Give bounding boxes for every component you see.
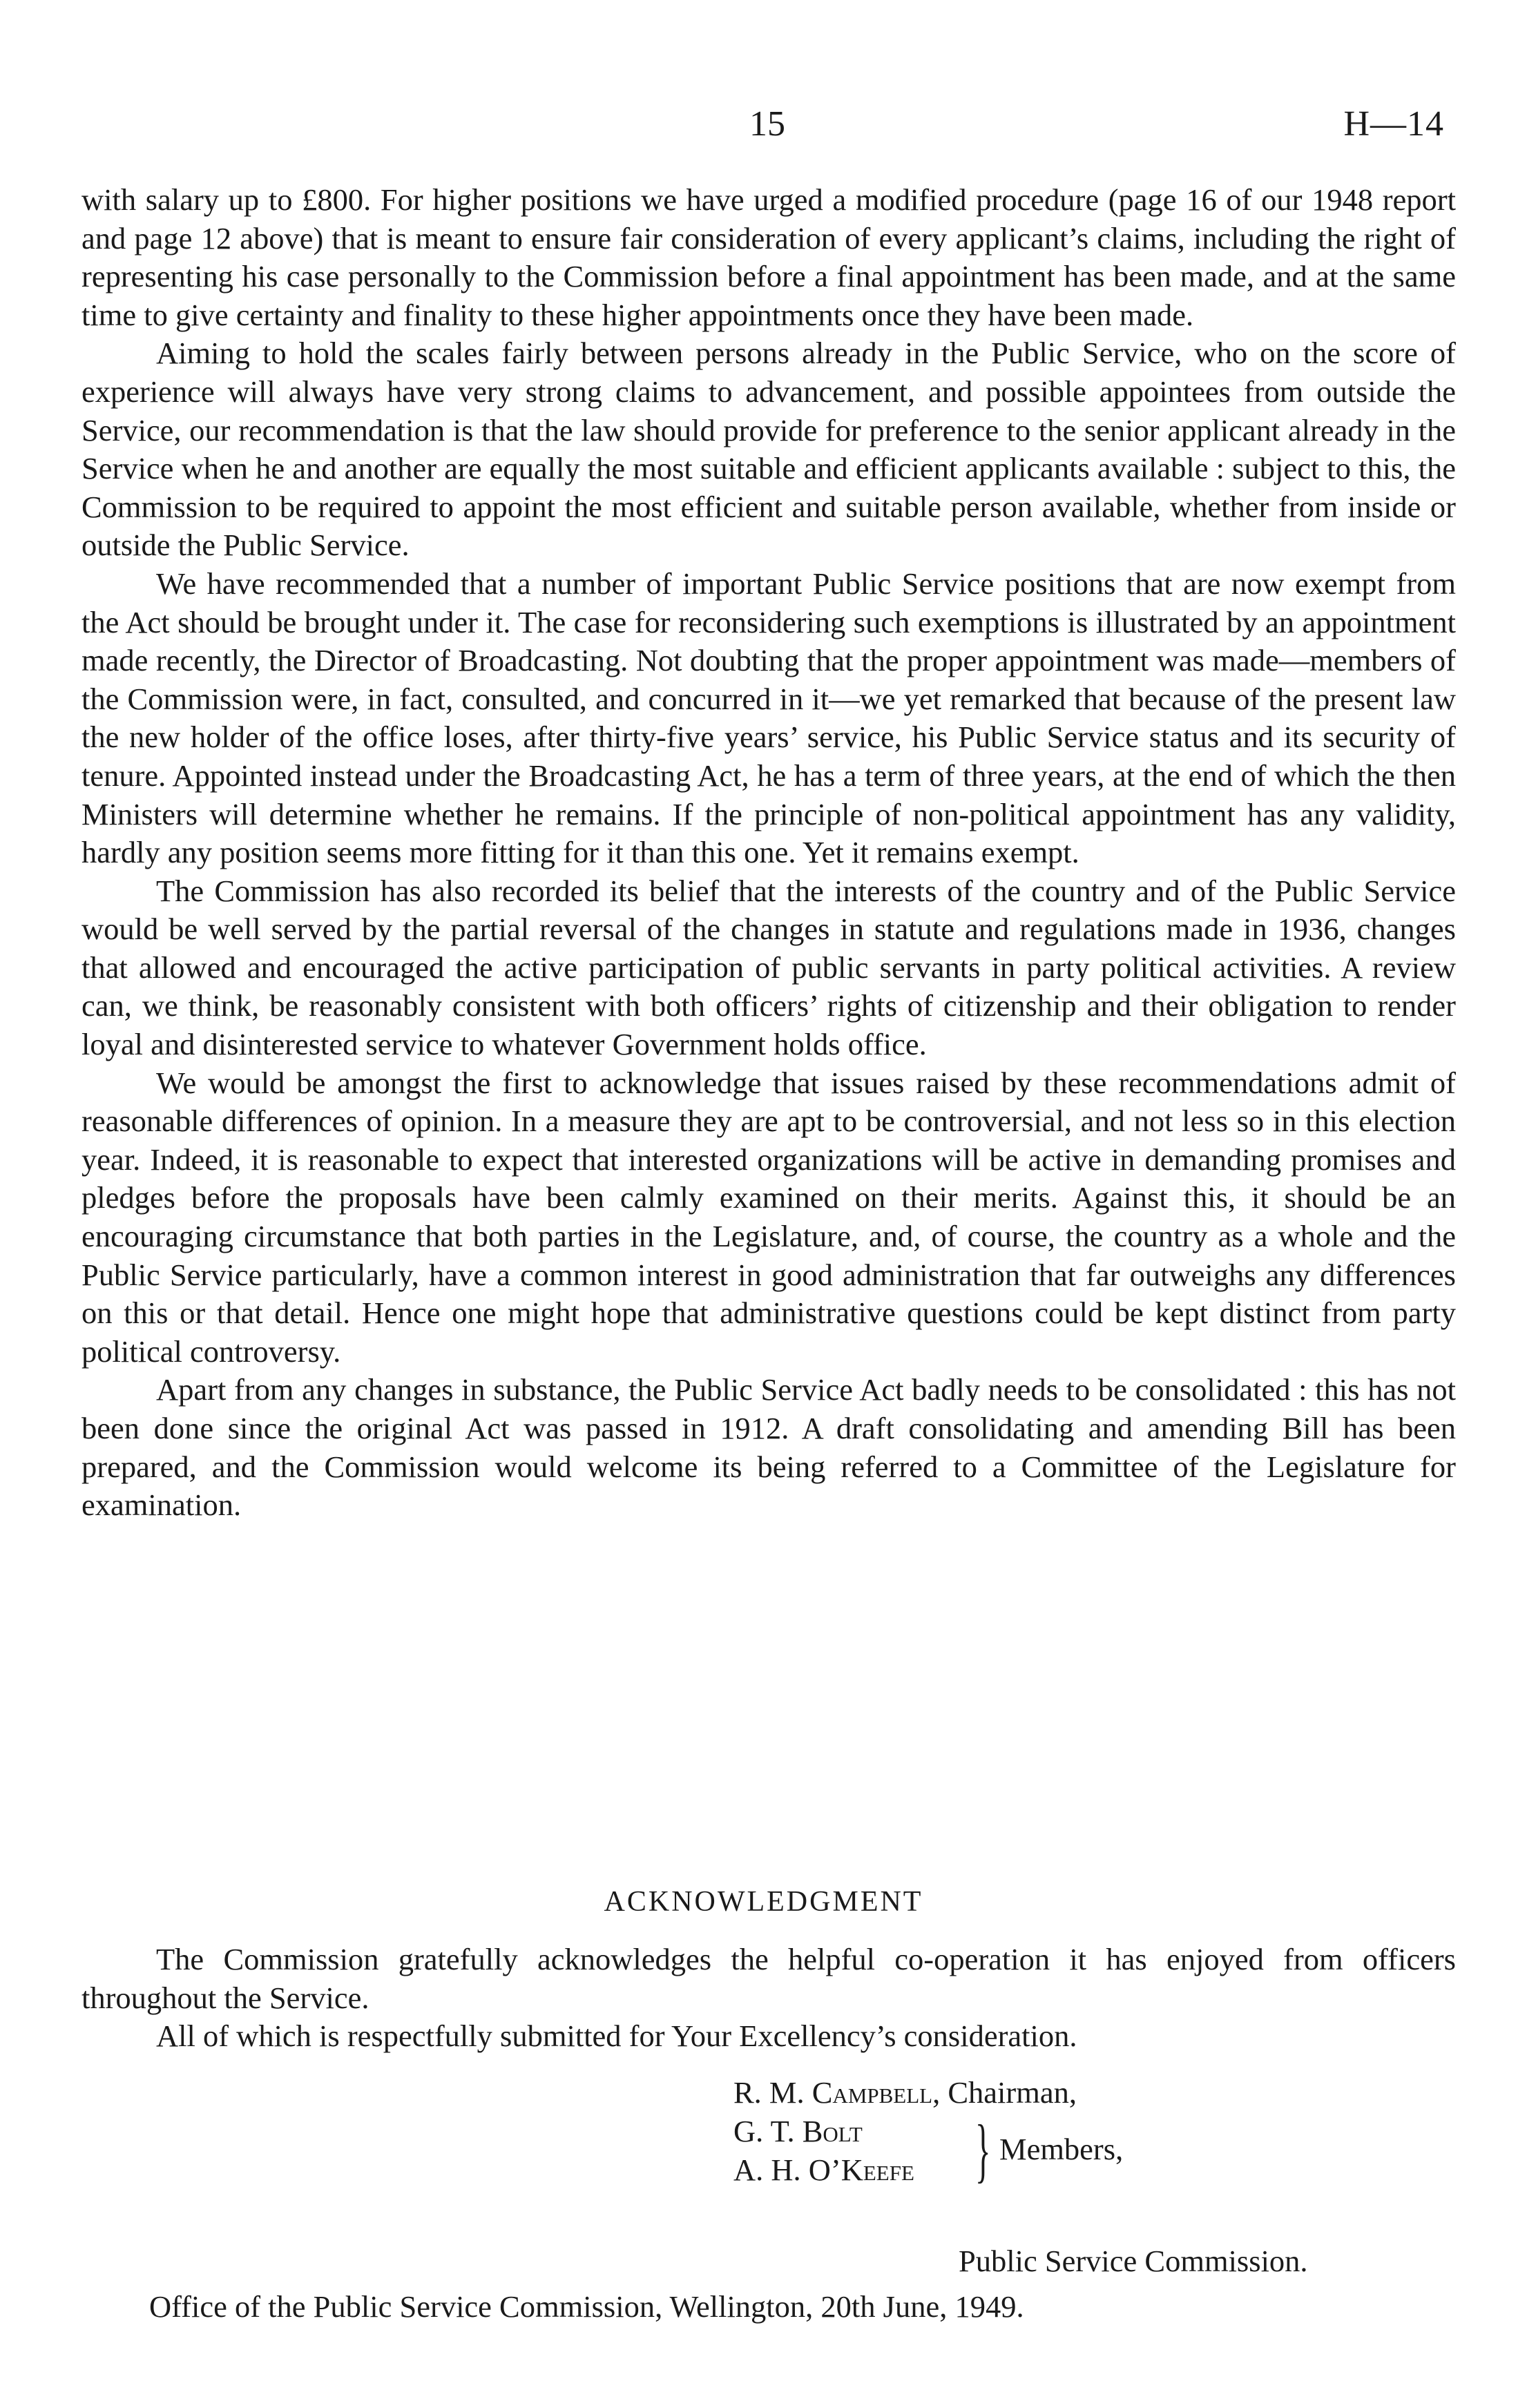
chairman-name: R. M. Campbell,: [733, 2075, 941, 2110]
chairman-title: Chairman,: [948, 2075, 1077, 2110]
members-label: Members,: [999, 2132, 1124, 2166]
acknowledgment-heading: ACKNOWLEDGMENT: [604, 1886, 923, 1918]
paragraph-exemptions: We have recommended that a number of important Public Service positions that are now exempt from the Act should be brought under it. The case for reconsidering such exemptions is illustrated by an appointment made recently, the Director of Broadcasting. Not doubting that the proper appointment was made—members of the Commission were, in fact, consulted, and concurred in it—we yet remarked that because of the present law the new holder of the office loses, after thirty-five years’ service, his Public Service status and its security of tenure. Appointed instead under the Broadcasting Act, he has a term of three years, at the end of which the then Ministers will determine whether he remains. If the principle of non-political appointment has any validity, hardly any position seems more fitting for it than this one. Yet it remains exempt.: [81, 566, 1456, 870]
member-name: A. H. O’Keefe: [733, 2152, 914, 2187]
members-brace: }: [975, 2110, 991, 2190]
page-number: 15: [749, 104, 785, 144]
acknowledgment-paragraph: The Commission gratefully acknowledges the helpful co-operation it has enjoyed from officers throughout the Service.: [81, 1942, 1456, 2015]
member-name: G. T. Bolt: [733, 2114, 863, 2148]
paragraph-preference: Aiming to hold the scales fairly between persons already in the Public Service, who on the score of experience will always have very strong claims to advancement, and possible appointees from outside the Service, our recommendation is that the law should provide for preference to the senior applicant already in the Service when he and another are equally the most suitable and efficient applicants available : subject to this, the Commission to be required to appoint the most efficient and suitable person available, whether from inside or outside the Public Service.: [81, 336, 1456, 563]
paragraph-political-activity: The Commission has also recorded its belief that the interests of the country and of the Public Service would be well served by the partial reversal of the changes in statute and regulations made in 1936, changes that allowed and encouraged the active participation of public servants in party political activities. A review can, we think, be reasonably consistent with both officers’ rights of citizenship and their obligation to render loyal and disinterested service to whatever Government holds office.: [81, 873, 1456, 1062]
running-head: [0, 104, 1527, 159]
acknowledgment-body: [81, 1940, 1456, 2056]
document-reference: H—14: [1343, 104, 1444, 144]
submission-paragraph: All of which is respectfully submitted for Your Excellency’s consideration.: [156, 2019, 1077, 2054]
commission-name: Public Service Commission.: [959, 2244, 1308, 2278]
report-body: [81, 181, 1456, 1525]
paragraph-continued: with salary up to £800. For higher positions we have urged a modified procedure (page 16 of our 1948 report and page 12 above) that is meant to ensure fair consideration of every applicant’s claims, including the right of representing his case personally to the Commission before a final appointment has been made, and at the same time to give certainty and finality to these higher appointments once they have been made.: [81, 182, 1456, 332]
chairman-line: [733, 2073, 1424, 2112]
paragraph-consolidation: Apart from any changes in substance, the Public Service Act badly needs to be consolidated : this has not been done since the original Act was passed in 1912. A draft consolidating and amending Bill has been prepared, and the Commission would welcome its being referred to a Committee of the Legislature for examination.: [81, 1372, 1456, 1523]
office-date-line: Office of the Public Service Commission, Wellington, 20th June, 1949.: [149, 2289, 1024, 2324]
paragraph-controversy: We would be amongst the first to acknowledge that issues raised by these recommendations admit of reasonable differences of opinion. In a measure they are apt to be controversial, and not less so in this election year. Indeed, it is reasonable to expect that interested organizations will be active in demanding promises and pledges before the proposals have been calmly examined on their merits. Against this, it should be an encouraging circumstance that both parties in the Legislature, and, of course, the country as a whole and the Public Service particularly, have a common interest in good administration that far outweighs any differences on this or that detail. Hence one might hope that administrative questions could be kept distinct from party political controversy.: [81, 1065, 1456, 1369]
members-group: [733, 2112, 1424, 2189]
signature-block: [733, 2073, 1424, 2189]
